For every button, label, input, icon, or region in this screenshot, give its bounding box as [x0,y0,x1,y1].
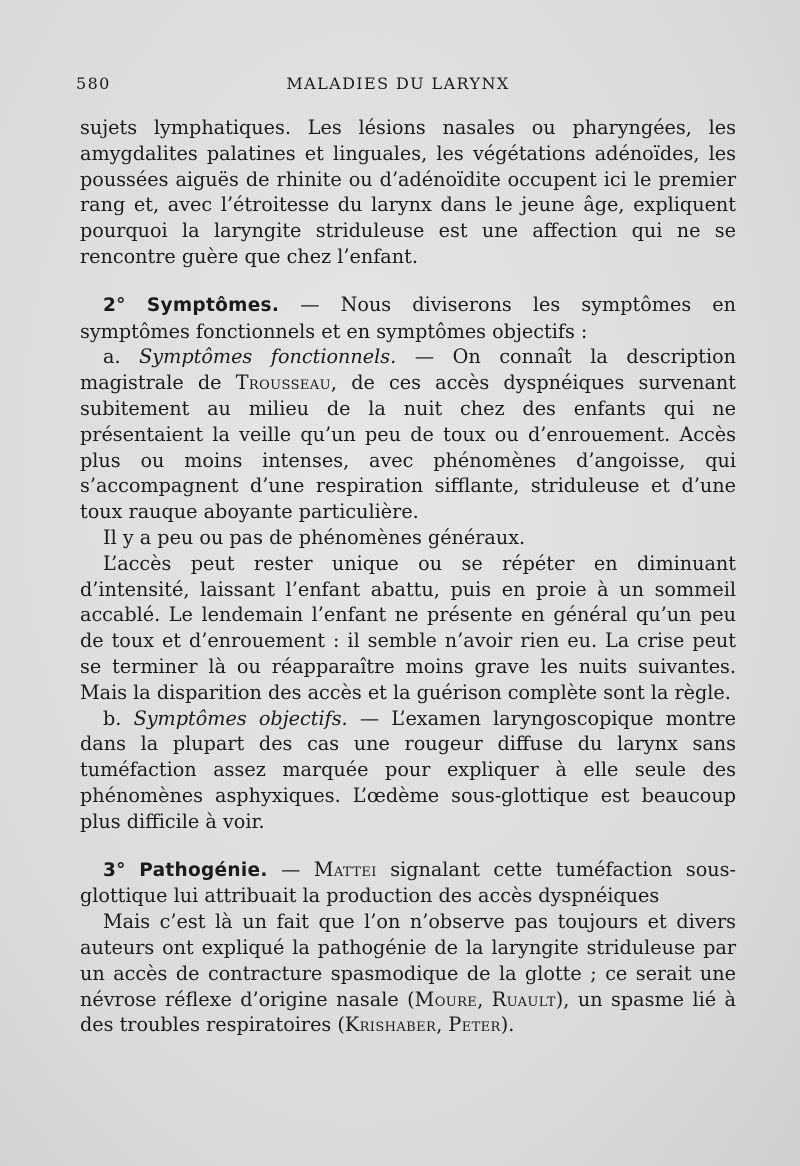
section-symptomes-title: Symptômes. [146,294,280,316]
item-letter-a: a. [103,345,140,369]
author-ruault: Ruault [491,987,556,1011]
paragraph-acces: L’accès peut rester unique ou se répéter en diminuant d’intensité, laissant l’enfant abattu, puis en proie à un sommeil accablé. Le lendemain l’enfant ne présente en général qu’un peu de toux et d’enrouement : il semble n’avoir rien eu. La crise peut se terminer là ou réapparaître moins grave les nuits suivantes. Mais la disparition des accès et la guérison complète sont la règle. [80,551,736,704]
paragraph-symptomes-objectifs [80,706,736,835]
text-fragment: , [477,987,492,1011]
section-pathogenie-number: 3° [103,859,126,881]
text-fragment: , [436,1013,449,1037]
author-moure: Moure [414,987,478,1011]
author-mattei: Mattei [313,857,377,881]
paragraph-intro: sujets lymphatiques. Les lésions nasales ou pharyngées, les amygdalites palatines et linguales, les végétations adénoïdes, les poussées aiguës de rhinite ou d’adénoïdite occupent ici le premier rang et, avec l’étroitesse du larynx dans le jeune âge, expliquent pourquoi la laryngite striduleuse est une affection qui ne se rencontre guère que chez l’enfant. [80,116,736,268]
text-fragment: — On connaît la description magistrale de [80,345,736,395]
text-fragment: ), un spasme lié à des troubles respiratoires ( [80,987,736,1037]
section-symptomes-number: 2° [103,294,126,316]
body-text [80,115,736,1038]
item-letter-b: b. [103,706,134,730]
text-fragment: Mais c’est là un fait que l’on n’observe pas toujours et divers auteurs ont expliqué la pathogénie de la laryngite striduleuse par un accès de contracture spasmodique de la glotte ; ce serait une névrose réflexe d’origine nasale ( [80,910,736,1011]
author-trousseau: Trousseau [235,371,331,395]
paragraph-phenomenes-generaux: Il y a peu ou pas de phénomènes généraux. [103,525,526,549]
running-title: MALADIES DU LARYNX [286,74,510,93]
text-fragment: — [267,857,314,881]
section-symptomes [80,292,736,345]
author-krishaber: Krishaber [344,1013,437,1037]
text-fragment: signalant cette tuméfaction sous-glottique lui attribuait la production des accès dyspnéiques [80,857,736,908]
subsection-objectifs-title: Symptômes objectifs. [133,706,348,730]
author-peter: Peter [448,1013,501,1037]
section-pathogenie [80,857,736,910]
section-symptomes-text: — Nous diviserons les symptômes en symptômes fonctionnels et en symptômes objectifs : [80,292,736,343]
text-fragment: ). [500,1013,515,1037]
paragraph-symptomes-fonctionnels [80,344,736,525]
paragraph-pathogenie-theories [80,909,736,1038]
page-number: 580 [76,74,111,93]
section-pathogenie-title: Pathogénie. [139,859,268,881]
text-fragment: — L’examen laryngoscopique montre dans la plupart des cas une rougeur diffuse du larynx sans tuméfaction assez marquée pour expliquer à elle seule des phénomènes asphyxiques. L’œdème sous-glottique est beaucoup plus difficile à voir. [80,706,737,833]
text-fragment: , de ces accès dyspnéiques survenant subitement au milieu de la nuit chez des enfants qui ne présentaient la veille qu’un peu de toux ou d’enrouement. Accès plus ou moins intenses, avec phénomènes d’angoisse, qui s’accompagnent d’une respiration sifflante, striduleuse et d’une toux rauque aboyante particulière. [80,371,736,524]
running-head [76,74,720,102]
subsection-fonctionnels-title: Symptômes fonctionnels. [139,345,397,369]
